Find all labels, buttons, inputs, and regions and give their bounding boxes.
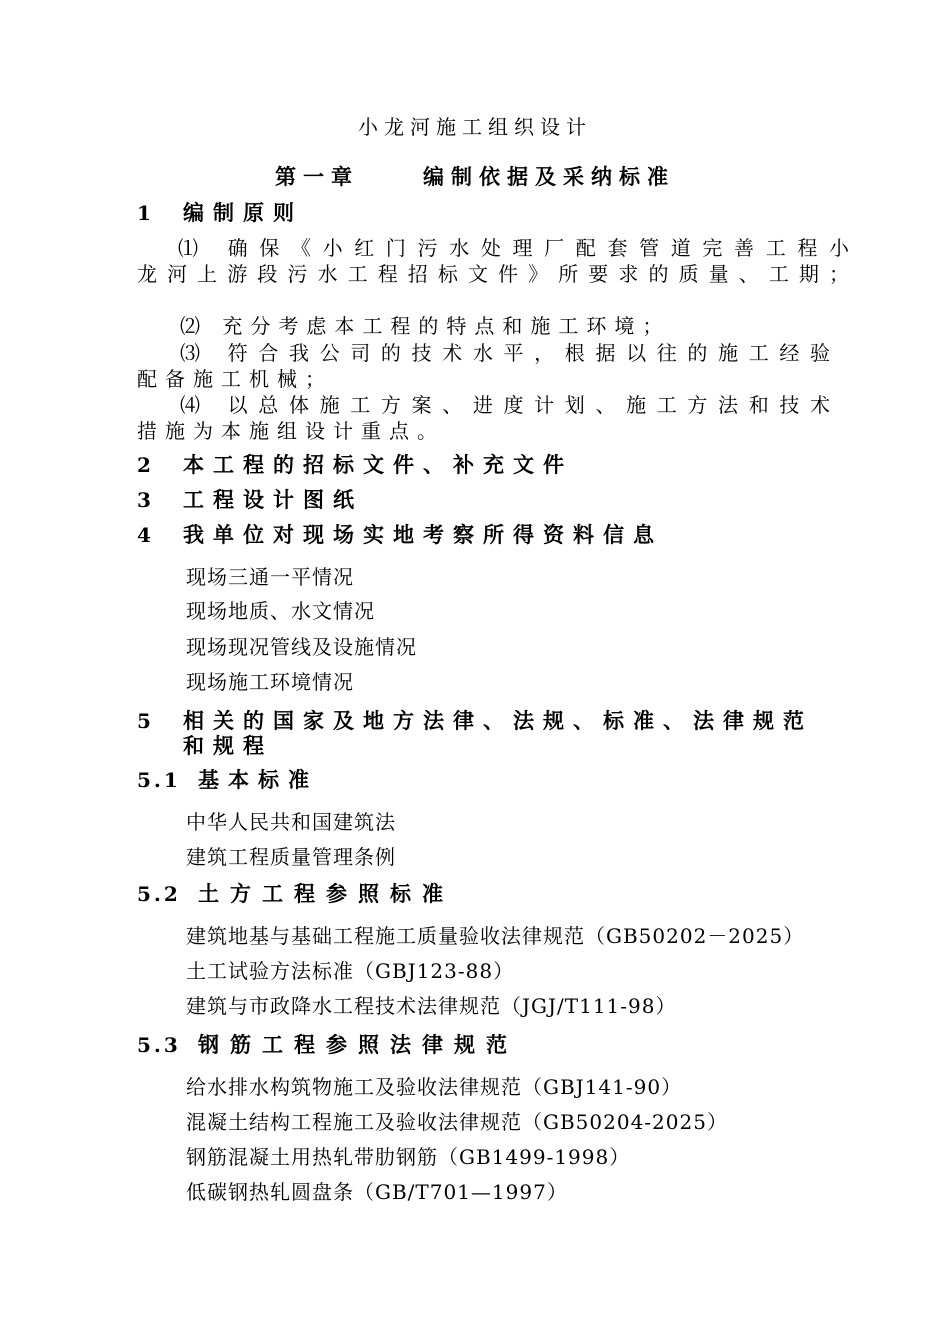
section-4-title: 我单位对现场实地考察所得资料信息 bbox=[183, 522, 663, 547]
section-5-2-number: 5.2 bbox=[137, 882, 181, 906]
section-5-title-line-1: 相关的国家及地方法律、法规、标准、法律规范 bbox=[183, 708, 813, 733]
section-3-title: 工程设计图纸 bbox=[183, 487, 363, 512]
section-4-number: 4 bbox=[137, 523, 151, 547]
section-1-title: 编制原则 bbox=[183, 200, 303, 225]
section-5-2-title: 土方工程参照标准 bbox=[198, 881, 454, 906]
chapter-label: 第一章 bbox=[275, 164, 359, 189]
section-5-1-number: 5.1 bbox=[137, 768, 181, 792]
section-2-title: 本工程的招标文件、补充文件 bbox=[183, 452, 573, 477]
list-item: 给水排水构筑物施工及验收法律规范（GBJ141-90） bbox=[186, 1075, 683, 1099]
section-2-number: 2 bbox=[137, 453, 151, 477]
list-item: 现场地质、水文情况 bbox=[186, 599, 375, 623]
principle-4-line-1: ⑷ 以总体施工方案、进度计划、施工方法和技术 bbox=[180, 393, 830, 417]
chapter-heading bbox=[275, 165, 675, 189]
section-5-1-title: 基本标准 bbox=[198, 767, 318, 792]
principle-2: ⑵ 充分考虑本工程的特点和施工环境； bbox=[180, 314, 671, 338]
list-item: 钢筋混凝土用热轧带肋钢筋（GB1499-1998） bbox=[186, 1145, 631, 1169]
section-5-3-number: 5.3 bbox=[137, 1033, 181, 1057]
principle-3-line-2: 配备施工机械； bbox=[137, 367, 333, 391]
list-item: 建筑工程质量管理条例 bbox=[186, 845, 396, 869]
document-title: 小龙河施工组织设计 bbox=[358, 115, 592, 139]
list-item: 建筑地基与基础工程施工质量验收法律规范（GB50202－2025） bbox=[186, 924, 805, 948]
principle-4-line-2: 措施为本施组设计重点。 bbox=[137, 419, 445, 443]
section-3-number: 3 bbox=[137, 488, 151, 512]
list-item: 现场三通一平情况 bbox=[186, 565, 354, 589]
list-item: 土工试验方法标准（GBJ123-88） bbox=[186, 959, 515, 983]
section-5-3-title: 钢筋工程参照法律规范 bbox=[198, 1032, 518, 1057]
list-item: 低碳钢热轧圆盘条（GB/T701—1997） bbox=[186, 1180, 568, 1204]
list-item: 现场现况管线及设施情况 bbox=[186, 635, 417, 659]
principle-1-line-2: 龙河上游段污水工程招标文件》所要求的质量、工期； bbox=[137, 262, 849, 286]
section-1-number: 1 bbox=[137, 201, 151, 225]
section-5-number: 5 bbox=[137, 709, 151, 733]
list-item: 中华人民共和国建筑法 bbox=[186, 810, 396, 834]
list-item: 现场施工环境情况 bbox=[186, 670, 354, 694]
principle-1-line-1: ⑴ 确保《小红门污水处理厂配套管道完善工程小 bbox=[178, 236, 849, 260]
principle-3-line-1: ⑶ 符合我公司的技术水平，根据以往的施工经验 bbox=[180, 341, 830, 365]
list-item: 混凝土结构工程施工及验收法律规范（GB50204-2025） bbox=[186, 1110, 728, 1134]
section-5-title-line-2: 和规程 bbox=[183, 733, 273, 758]
list-item: 建筑与市政降水工程技术法律规范（JGJ/T111-98） bbox=[186, 994, 677, 1018]
chapter-title: 编制依据及采纳标准 bbox=[423, 164, 675, 189]
